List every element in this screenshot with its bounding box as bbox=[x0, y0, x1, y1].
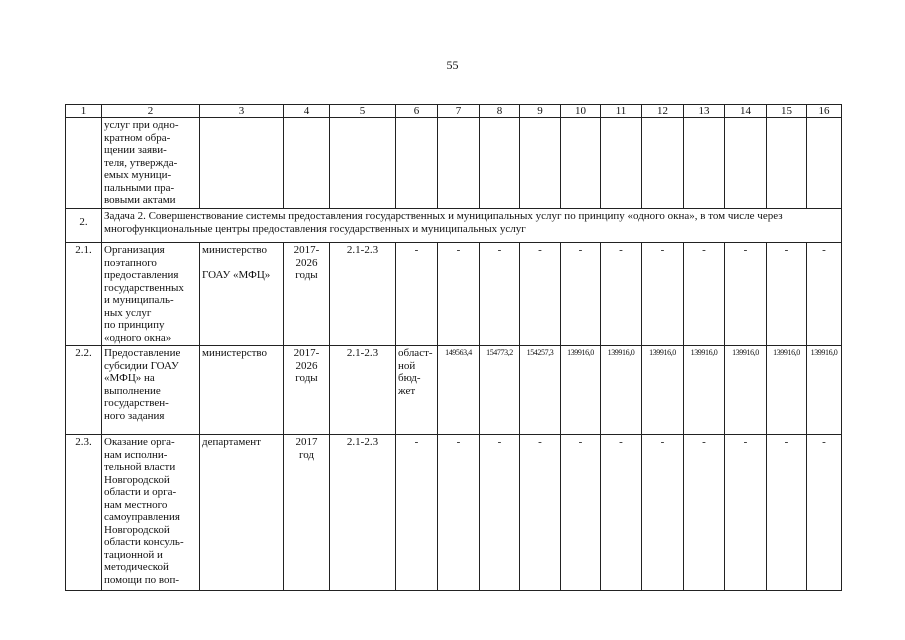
col-number-cell: 1 bbox=[66, 105, 102, 118]
executor-cell: министерство ГОАУ «МФЦ» bbox=[200, 243, 284, 346]
empty-cell bbox=[520, 118, 561, 209]
funding-source-cell: - bbox=[396, 243, 438, 346]
measure-name-cell: Оказание орга- нам исполни- тельной власти Новгородской области и орга- нам местного самоуправления Новгородской области консуль- тационной и методической помощи по воп- bbox=[102, 435, 200, 591]
funding-source-cell: област- ной бюд- жет bbox=[396, 346, 438, 435]
executor-cell: министерство bbox=[200, 346, 284, 435]
executor-cell: департамент bbox=[200, 435, 284, 591]
table-row bbox=[66, 118, 842, 209]
col-number-cell: 8 bbox=[480, 105, 520, 118]
value-cell: - bbox=[561, 435, 601, 591]
task-text-cell: Задача 2. Совершенствование системы предоставления государственных и муниципальных услуг по принципу «одного окна», в том числе через многофункциональные центры предоставления государственных и муниципальных услуг bbox=[102, 209, 842, 243]
period-cell: 2017 год bbox=[284, 435, 330, 591]
col-number-cell: 11 bbox=[601, 105, 642, 118]
row-number-cell: 2.3. bbox=[66, 435, 102, 591]
empty-cell bbox=[284, 118, 330, 209]
empty-cell bbox=[601, 118, 642, 209]
column-number-row bbox=[66, 105, 842, 118]
col-number-cell: 6 bbox=[396, 105, 438, 118]
value-cell: - bbox=[684, 243, 725, 346]
measure-name-cell: Предоставление субсидии ГОАУ «МФЦ» на выполнение государствен- ного задания bbox=[102, 346, 200, 435]
value-cell: - bbox=[561, 243, 601, 346]
col-number-cell: 13 bbox=[684, 105, 725, 118]
empty-cell bbox=[767, 118, 807, 209]
col-number-cell: 12 bbox=[642, 105, 684, 118]
value-cell: 139916,0 bbox=[725, 346, 767, 435]
col-number-cell: 3 bbox=[200, 105, 284, 118]
funding-source-cell: - bbox=[396, 435, 438, 591]
value-cell: - bbox=[767, 435, 807, 591]
value-cell: - bbox=[480, 435, 520, 591]
value-cell: - bbox=[725, 435, 767, 591]
value-cell: 139916,0 bbox=[642, 346, 684, 435]
value-cell: - bbox=[480, 243, 520, 346]
empty-cell bbox=[330, 118, 396, 209]
value-cell: - bbox=[684, 435, 725, 591]
col-number-cell: 4 bbox=[284, 105, 330, 118]
col-number-cell: 5 bbox=[330, 105, 396, 118]
row-number-cell: 2.2. bbox=[66, 346, 102, 435]
program-table bbox=[65, 104, 842, 591]
empty-cell bbox=[642, 118, 684, 209]
value-cell: - bbox=[601, 435, 642, 591]
value-cell: 154257,3 bbox=[520, 346, 561, 435]
table-row bbox=[66, 243, 842, 346]
target-indicator-cell: 2.1-2.3 bbox=[330, 435, 396, 591]
empty-cell bbox=[561, 118, 601, 209]
value-cell: - bbox=[438, 243, 480, 346]
empty-cell bbox=[725, 118, 767, 209]
empty-cell bbox=[684, 118, 725, 209]
target-indicator-cell: 2.1-2.3 bbox=[330, 346, 396, 435]
period-cell: 2017- 2026 годы bbox=[284, 346, 330, 435]
empty-cell bbox=[480, 118, 520, 209]
col-number-cell: 7 bbox=[438, 105, 480, 118]
value-cell: - bbox=[601, 243, 642, 346]
col-number-cell: 15 bbox=[767, 105, 807, 118]
col-number-cell: 10 bbox=[561, 105, 601, 118]
value-cell: 139916,0 bbox=[684, 346, 725, 435]
col-number-cell: 9 bbox=[520, 105, 561, 118]
page-number: 55 bbox=[446, 58, 459, 72]
row-number-cell bbox=[66, 118, 102, 209]
target-indicator-cell: 2.1-2.3 bbox=[330, 243, 396, 346]
empty-cell bbox=[807, 118, 842, 209]
task-row bbox=[66, 209, 842, 243]
table-row bbox=[66, 435, 842, 591]
value-cell: 139916,0 bbox=[561, 346, 601, 435]
measure-name-cell: Организация поэтапного предоставления государственных и муниципаль- ных услуг по принципу «одного окна» bbox=[102, 243, 200, 346]
value-cell: - bbox=[807, 243, 842, 346]
value-cell: - bbox=[520, 435, 561, 591]
row-number-cell: 2.1. bbox=[66, 243, 102, 346]
empty-cell bbox=[396, 118, 438, 209]
col-number-cell: 14 bbox=[725, 105, 767, 118]
value-cell: - bbox=[642, 435, 684, 591]
value-cell: - bbox=[807, 435, 842, 591]
col-number-cell: 16 bbox=[807, 105, 842, 118]
value-cell: - bbox=[438, 435, 480, 591]
empty-cell bbox=[438, 118, 480, 209]
measure-name-cell: услуг при одно- кратном обра- щении заяви- теля, утвержда- емых муници- пальными пра- вовыми актами bbox=[102, 118, 200, 209]
value-cell: - bbox=[767, 243, 807, 346]
value-cell: - bbox=[642, 243, 684, 346]
value-cell: 139916,0 bbox=[807, 346, 842, 435]
value-cell: 139916,0 bbox=[767, 346, 807, 435]
period-cell: 2017- 2026 годы bbox=[284, 243, 330, 346]
col-number-cell: 2 bbox=[102, 105, 200, 118]
empty-cell bbox=[200, 118, 284, 209]
value-cell: - bbox=[725, 243, 767, 346]
value-cell: 149563,4 bbox=[438, 346, 480, 435]
value-cell: 139916,0 bbox=[601, 346, 642, 435]
table-row bbox=[66, 346, 842, 435]
value-cell: 154773,2 bbox=[480, 346, 520, 435]
row-number-cell: 2. bbox=[66, 209, 102, 243]
value-cell: - bbox=[520, 243, 561, 346]
